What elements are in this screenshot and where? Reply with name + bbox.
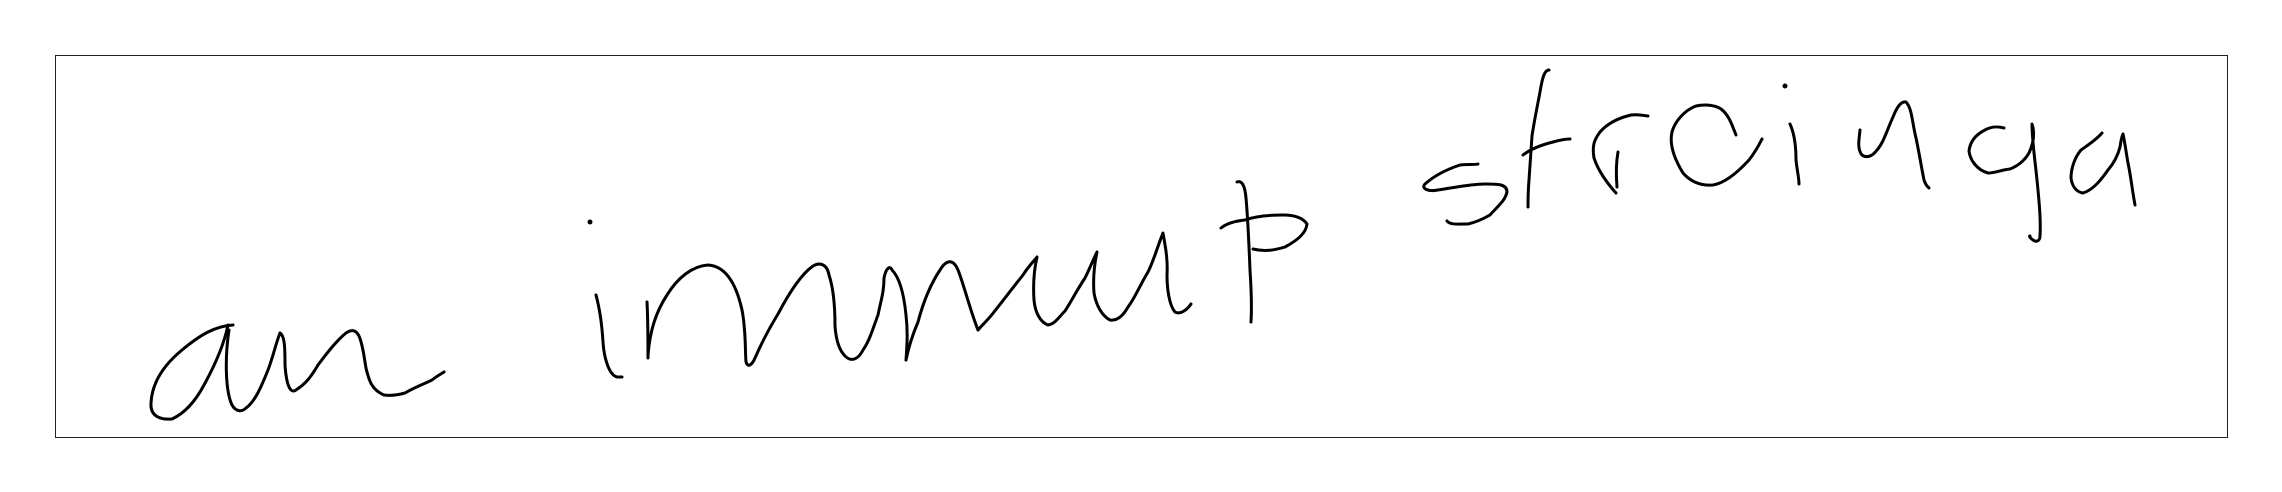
handwritten-word-an [151, 325, 444, 419]
handwritten-word-stroinga [1424, 70, 2135, 241]
handwritten-word-immunt [588, 182, 1308, 377]
